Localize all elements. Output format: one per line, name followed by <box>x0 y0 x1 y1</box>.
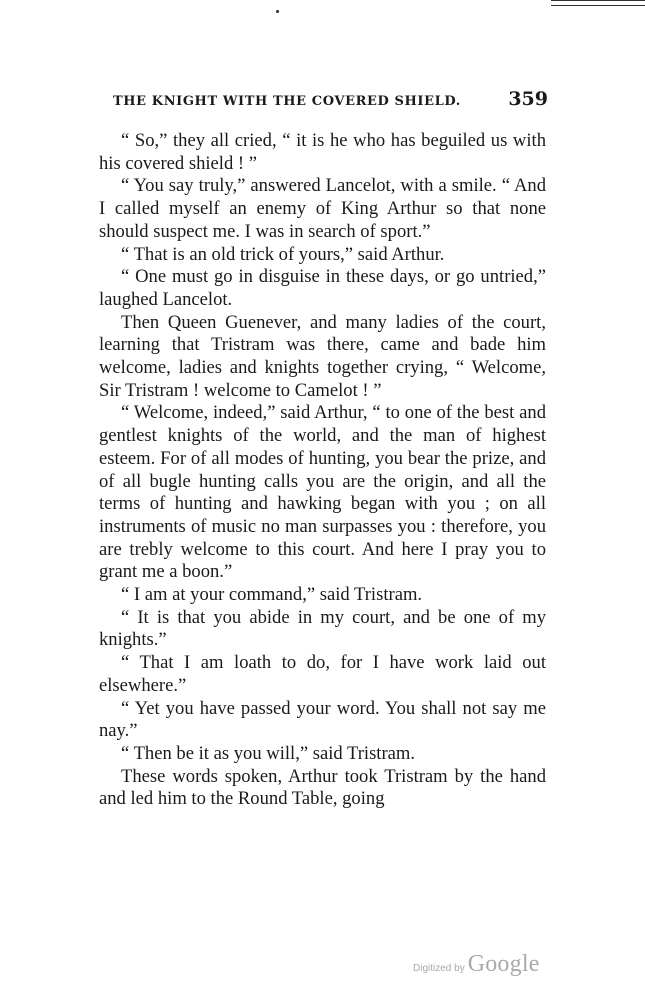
page-number: 359 <box>508 88 548 110</box>
paragraph: “ You say truly,” answered Lancelot, with a smile. “ And I called myself an enemy of King Arthur so that none should suspect me. I was in search of sport.” <box>99 175 546 242</box>
paragraph: “ Then be it as you will,” said Tristram. <box>121 742 416 764</box>
paragraph: “ So,” they all cried, “ it is he who has beguiled us with his covered shield ! ” <box>99 130 546 174</box>
paragraph: These words spoken, Arthur took Tristram by the hand and led him to the Round Table, going <box>99 765 546 810</box>
top-edge-rule <box>551 0 645 6</box>
paragraph: “ Welcome, indeed,” said Arthur, “ to one of the best and gentlest knights of the world, and the man of highest esteem. For of all modes of hunting, you bear the prize, and of all bugle hunting calls you are the origin, and all the terms of hunting and hawking began with you ; on all instruments of music no man surpasses you : therefore, you are trebly welcome to this court. And here I pray you to grant me a boon.” <box>99 402 546 583</box>
digitized-by-text: Digitized by <box>413 963 465 974</box>
paragraph: “ Yet you have passed your word. You shall not say me nay.” <box>99 697 546 742</box>
google-logo: Google <box>467 951 540 977</box>
paragraph: “ That is an old trick of yours,” said Arthur. <box>121 243 445 265</box>
paragraph: “ It is that you abide in my court, and be one of my knights.” <box>99 606 546 651</box>
paragraph: “ That I am loath to do, for I have work laid out elsewhere.” <box>99 652 546 696</box>
body-text <box>99 130 546 811</box>
ink-speck <box>276 10 279 13</box>
paragraph: “ One must go in disguise in these days, or go untried,” laughed Lancelot. <box>99 266 546 310</box>
running-head <box>113 88 548 118</box>
running-title: THE KNIGHT WITH THE COVERED SHIELD. <box>113 94 461 109</box>
paragraph: “ I am at your command,” said Tristram. <box>121 584 423 606</box>
google-watermark <box>413 951 540 981</box>
paragraph: Then Queen Guenever, and many ladies of the court, learning that Tristram was there, came and bade him welcome, ladies and knights together crying, “ Welcome, Sir Tristram ! welcome to Camelot ! ” <box>99 311 546 401</box>
